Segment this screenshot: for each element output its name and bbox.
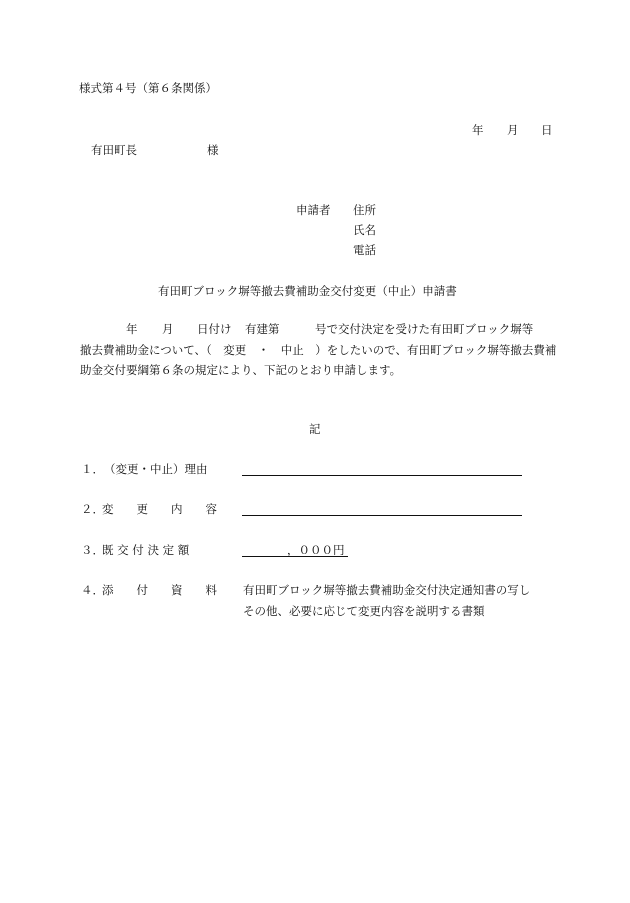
body-number-suffix: 号で交付決定を受けた有田町ブロック塀等 [315, 322, 534, 336]
date-year: 年 [472, 123, 484, 137]
body-line-3: 助金交付要綱第６条の規定により、下記のとおり申請します。 [80, 363, 402, 377]
form-number: 様式第４号（第６条関係） [79, 81, 217, 95]
body-year: 年 [126, 322, 138, 336]
body-number-prefix: 有建第 [245, 322, 280, 336]
item-number: ２． [81, 502, 104, 516]
applicant-phone-label: 電話 [353, 243, 376, 257]
item-label: 添 付 資 料 [102, 583, 217, 597]
date-month: 月 [507, 123, 519, 137]
change-content-blank[interactable] [242, 515, 522, 516]
ki-heading: 記 [309, 422, 321, 436]
applicant-name-label: 氏名 [353, 223, 376, 237]
document-title: 有田町ブロック塀等撤去費補助金交付変更（中止）申請書 [158, 284, 457, 298]
date-day: 日 [541, 123, 553, 137]
reason-blank[interactable] [242, 475, 522, 476]
item-number: ４． [81, 583, 104, 597]
item-label: 既 交 付 決 定 額 [102, 543, 190, 557]
item-label: （変更・中止）理由 [104, 462, 208, 476]
body-month: 月 [162, 322, 174, 336]
addressee-title: 有田町長 [91, 143, 137, 157]
body-day: 日付け [197, 322, 232, 336]
body-line-2: 撤去費補助金について、（ 変更 ・ 中止 ）をしたいので、有田町ブロック塀等撤去費補 [80, 343, 557, 357]
amount-text: ，０００円 [287, 543, 345, 557]
item-label: 変 更 内 容 [102, 502, 217, 516]
item-number: １． [81, 462, 104, 476]
applicant-address-label: 住所 [353, 203, 376, 217]
addressee-honorific: 様 [207, 143, 219, 157]
attachment-2: その他、必要に応じて変更内容を説明する書類 [243, 604, 485, 618]
attachment-1: 有田町ブロック塀等撤去費補助金交付決定通知書の写し [243, 583, 531, 597]
item-number: ３． [81, 543, 104, 557]
applicant-label: 申請者 [296, 203, 331, 217]
